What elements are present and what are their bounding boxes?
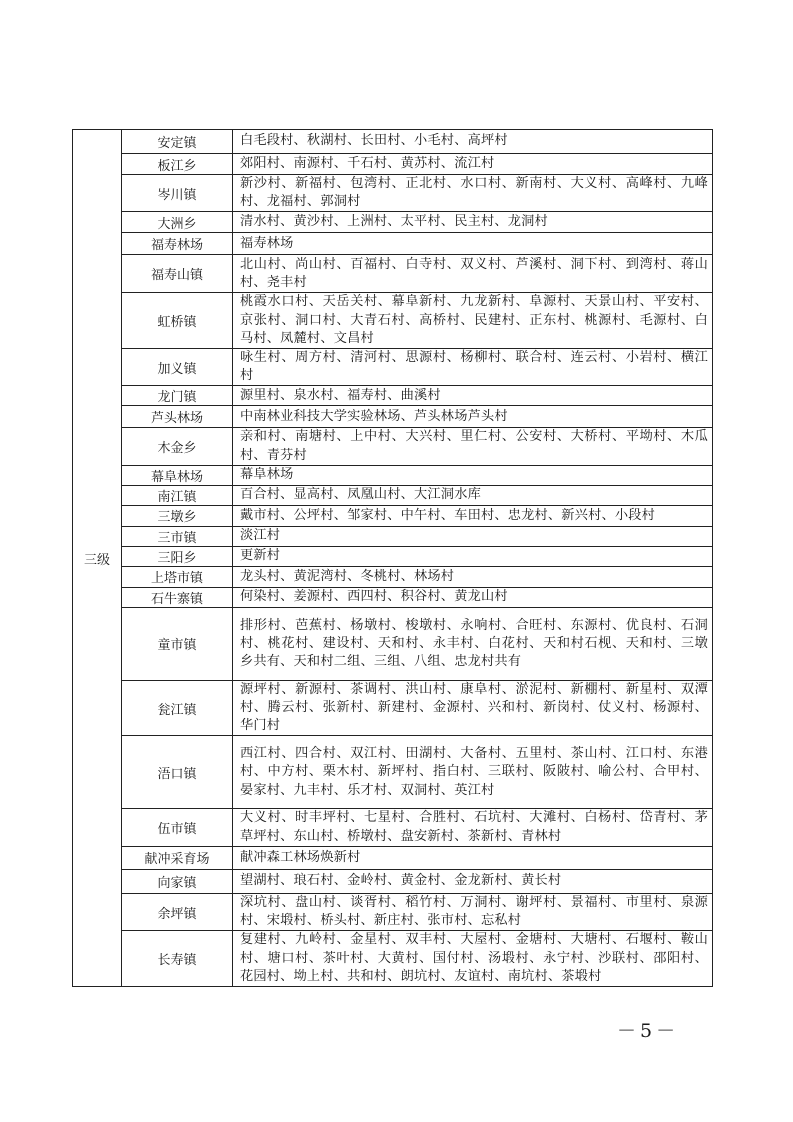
villages-cell: 复建村、九岭村、金星村、双丰村、大屋村、金塘村、大塘村、石堰村、鞍山村、塘口村、茶叶村、大黄村、国付村、汤塅村、永宁村、沙联村、邵阳村、花园村、坳上村、共和村、朗坑村、友谊村、南坑村、茶塅村 — [233, 931, 713, 987]
villages-cell: 源坪村、新源村、茶调村、洪山村、康阜村、淤泥村、新棚村、新星村、双潭村、腾云村、张新村、新建村、金源村、兴和村、新岗村、仗义村、杨源村、华门村 — [233, 680, 713, 736]
villages-cell: 郊阳村、南源村、千石村、黄苏村、流江村 — [233, 154, 713, 175]
table-row — [73, 546, 713, 566]
table-row — [73, 893, 713, 930]
town-cell: 三阳乡 — [122, 546, 233, 566]
level-cell: 三级 — [73, 130, 122, 987]
table-row — [73, 428, 713, 465]
villages-cell: 咏生村、周方村、清河村、思源村、杨柳村、联合村、连云村、小岩村、横江村 — [233, 349, 713, 386]
villages-cell: 龙头村、黄泥湾村、冬桃村、林场村 — [233, 566, 713, 587]
villages-cell: 献冲森工林场焕新村 — [233, 846, 713, 869]
town-cell: 木金乡 — [122, 428, 233, 465]
villages-cell: 幕阜林场 — [233, 465, 713, 485]
table-row — [73, 212, 713, 233]
villages-cell: 中南林业科技大学实验林场、芦头林场芦头村 — [233, 406, 713, 428]
villages-cell: 戴市村、公坪村、邹家村、中午村、车田村、忠龙村、新兴村、小段村 — [233, 505, 713, 526]
villages-cell: 淡江村 — [233, 526, 713, 546]
villages-cell: 清水村、黄沙村、上洲村、太平村、民主村、龙洞村 — [233, 212, 713, 233]
table-row — [73, 931, 713, 987]
town-cell: 石牛寨镇 — [122, 587, 233, 607]
town-cell: 板江乡 — [122, 154, 233, 175]
table-row — [73, 255, 713, 293]
table-row — [73, 485, 713, 505]
table-row — [73, 846, 713, 869]
villages-cell: 新沙村、新福村、包湾村、正北村、水口村、新南村、大义村、高峰村、九峰村、龙福村、郭洞村 — [233, 175, 713, 212]
table-row — [73, 607, 713, 680]
villages-cell: 福寿林场 — [233, 233, 713, 255]
region-table-body — [73, 130, 713, 987]
table-row — [73, 465, 713, 485]
table-row — [73, 680, 713, 736]
villages-cell: 源里村、泉水村、福寿村、曲溪村 — [233, 386, 713, 406]
table-row — [73, 154, 713, 175]
villages-cell: 百合村、显高村、凤凰山村、大江洞水库 — [233, 485, 713, 505]
town-cell: 岑川镇 — [122, 175, 233, 212]
town-cell: 福寿山镇 — [122, 255, 233, 293]
villages-cell: 大义村、时丰坪村、七星村、合胜村、石坑村、大滩村、白杨村、岱青村、茅草坪村、东山村、桥墩村、盘安新村、茶新村、青林村 — [233, 809, 713, 846]
town-cell: 瓮江镇 — [122, 680, 233, 736]
town-cell: 浯口镇 — [122, 736, 233, 809]
town-cell: 加义镇 — [122, 349, 233, 386]
town-cell: 三市镇 — [122, 526, 233, 546]
town-cell: 大洲乡 — [122, 212, 233, 233]
town-cell: 长寿镇 — [122, 931, 233, 987]
town-cell: 伍市镇 — [122, 809, 233, 846]
table-row — [73, 293, 713, 349]
town-cell: 幕阜林场 — [122, 465, 233, 485]
villages-cell: 白毛段村、秋湖村、长田村、小毛村、高坪村 — [233, 130, 713, 154]
town-cell: 南江镇 — [122, 485, 233, 505]
villages-cell: 北山村、尚山村、百福村、白寺村、双义村、芦溪村、洞下村、到湾村、蒋山村、尧丰村 — [233, 255, 713, 293]
villages-cell: 西江村、四合村、双江村、田湖村、大备村、五里村、茶山村、江口村、东港村、中方村、栗木村、新坪村、指白村、三联村、阪陂村、喻公村、合甲村、晏家村、九丰村、乐才村、双洞村、英江村 — [233, 736, 713, 809]
villages-cell: 更新村 — [233, 546, 713, 566]
town-cell: 虹桥镇 — [122, 293, 233, 349]
table-row — [73, 175, 713, 212]
villages-cell: 亲和村、南塘村、上中村、大兴村、里仁村、公安村、大桥村、平坳村、木瓜村、青芬村 — [233, 428, 713, 465]
villages-cell: 深坑村、盘山村、谈胥村、稻竹村、万洞村、谢坪村、景福村、市里村、泉源村、宋塅村、桥头村、新庄村、张市村、忘私村 — [233, 893, 713, 930]
town-cell: 余坪镇 — [122, 893, 233, 930]
table-row — [73, 587, 713, 607]
villages-cell: 何染村、姜源村、西四村、积谷村、黄龙山村 — [233, 587, 713, 607]
table-row — [73, 406, 713, 428]
villages-cell: 排形村、芭蕉村、杨墩村、梭墩村、永响村、合旺村、东源村、优良村、石洞村、桃花村、建设村、天和村、永丰村、白花村、天和村石枧、天和村、三墩乡共有、天和村二组、三组、八组、忠龙村共有 — [233, 607, 713, 680]
town-cell: 献冲采育场 — [122, 846, 233, 869]
table-row — [73, 809, 713, 846]
table-row — [73, 386, 713, 406]
town-cell: 上塔市镇 — [122, 566, 233, 587]
table-row — [73, 566, 713, 587]
table-row — [73, 869, 713, 893]
table-row — [73, 349, 713, 386]
table-row — [73, 130, 713, 154]
town-cell: 向家镇 — [122, 869, 233, 893]
region-table — [72, 129, 713, 987]
town-cell: 龙门镇 — [122, 386, 233, 406]
table-row — [73, 233, 713, 255]
table-row — [73, 526, 713, 546]
town-cell: 福寿林场 — [122, 233, 233, 255]
town-cell: 芦头林场 — [122, 406, 233, 428]
page-number: －5－ — [617, 1020, 680, 1042]
town-cell: 童市镇 — [122, 607, 233, 680]
villages-cell: 桃霞水口村、天岳关村、幕阜新村、九龙新村、阜源村、天景山村、平安村、京张村、洞口村、大青石村、高桥村、民建村、正东村、桃源村、毛源村、白马村、凤麓村、文昌村 — [233, 293, 713, 349]
table-row — [73, 505, 713, 526]
town-cell: 三墩乡 — [122, 505, 233, 526]
villages-cell: 望湖村、琅石村、金岭村、黄金村、金龙新村、黄长村 — [233, 869, 713, 893]
table-row — [73, 736, 713, 809]
town-cell: 安定镇 — [122, 130, 233, 154]
